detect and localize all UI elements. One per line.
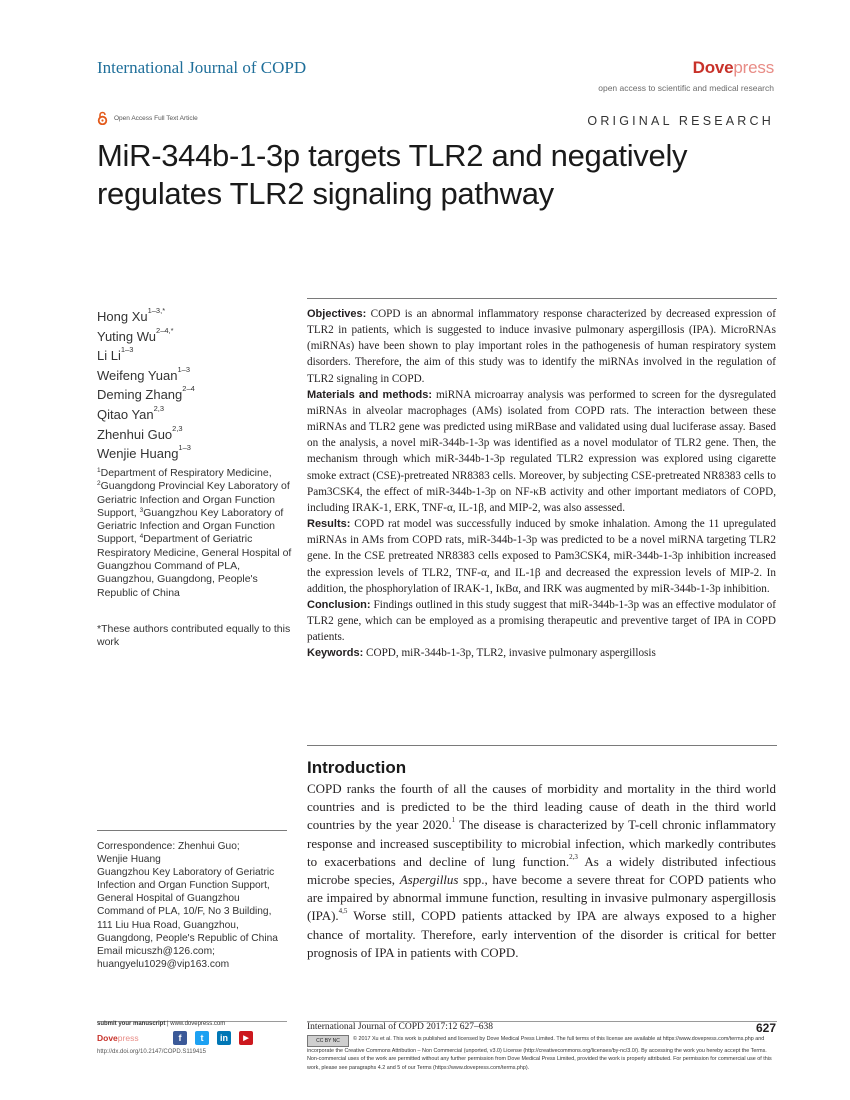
submit-manuscript-link[interactable]: submit your manuscript | www.dovepress.com — [97, 1021, 226, 1027]
reference-link[interactable]: 4,5 — [338, 907, 348, 916]
author[interactable]: Hong $Xu^{1-3,*}$ — [97, 306, 166, 324]
open-access-lock-icon — [97, 111, 108, 125]
correspondence-line: Guangzhou Key Laboratory of Geriatric — [97, 867, 275, 879]
author[interactable]: Deming Zhang$^{2-4}$ — [97, 384, 195, 403]
correspondence-line: 111 Liu Hua Road, Guangzhou, — [97, 919, 239, 931]
author[interactable]: Yuting $Wu^{2-4,*}$ — [97, 325, 174, 344]
linkedin-icon[interactable]: in — [217, 1031, 231, 1045]
publisher-tagline: open access to scientific and medical research — [598, 83, 774, 93]
equal-contribution-note: *These authors contributed equally to this work — [97, 623, 291, 649]
youtube-icon[interactable]: ▶ — [239, 1031, 253, 1045]
author-list — [97, 307, 292, 464]
reference-link[interactable]: 1 — [451, 816, 456, 825]
reference-link[interactable]: 2,3 — [569, 852, 578, 861]
abstract-keywords: Keywords: COPD, miR-344b-1-3p, TLR2, invasive pulmonary aspergillosis — [307, 647, 656, 660]
abstract — [307, 306, 776, 661]
abstract-methods: Materials and methods: miRNA microarray analysis was performed to screen for the dysregulated miRNAs in alveolar macrophages (AMs) isolated from COPD rats. The interaction between these miRNAs and TLR2 gene was predicted using miRBase and validated using dual luciferase assay. Based on the analysis, a novel miR-344b-1-3p was identified as a novel modulator of TLR2 gene. Then, the mechanism through which miR-344b-1-3p regulated TLR2 expression was explored using cigarette smoke extract (CSE)-pretreated NR8383 cells. Moreover, by subjecting CSE-pretreated NR8383 cells to Pam3CSK4, the effect of miR-344b-1-3p on NF-κB activity and other important mediators of COPD, including IRAK-1, ERK, TNF-α, IL-1β, and MIP-2, was also assessed. — [307, 388, 777, 514]
citation-line: International Journal of COPD 2017:12 627–638 — [307, 1022, 494, 1032]
correspondence-line: Command of PLA, 10/F, No 3 Building, — [97, 906, 272, 918]
correspondence-line: Correspondence: Zhenhui Guo; — [97, 841, 240, 852]
correspondence-divider — [97, 830, 287, 831]
creative-commons-badge[interactable]: CC BY NC — [307, 1035, 349, 1047]
author[interactable]: Qitao Yan$^{2,3}$ — [97, 403, 165, 422]
publisher-logo-bold: Dove — [692, 58, 734, 77]
introduction-paragraph: COPD ranks the fourth of all the causes of morbidity and mortality in the third world countries and is predicted to be the third leading cause of death in the third world countries by the year 2020.$^1$ The disease is characterized by T-cell chronic inflammatory response and increased susceptibility to microbial infection, which markedly contributes to exacerbations and decline of lung function.$^{2,3}$ As a widely distributed infectious microbe species, Aspergillus spp., have become a severe threat for COPD patients who are impaired by abnormal immune function, resulting in invasive pulmonary aspergillosis (IPA).$^{4,5}$ Worse still, COPD patients attacked by IPA are always exposed to a higher chance of mortality. Therefore, early intervention of the disorder is critical for better prognosis of IPA in patients with COPD. — [307, 781, 776, 960]
correspondence-block — [97, 840, 292, 971]
abstract-divider — [307, 298, 777, 299]
affiliations: $^1$Department of Respiratory Medicine, $^2$Guangdong Provincial Key Laboratory of Geriatric Infection and Organ Function Support, $^3$Guangzhou Key Laboratory of Geriatric Infection and Organ Function Support, $^4$Department of Geriatric Respiratory Medicine, General Hospital of Guangzhou Command of PLA, Guangzhou, Guangdong, People's Republic of China — [97, 467, 292, 599]
social-links — [173, 1031, 253, 1045]
correspondence-line: Guangdong, People's Republic of China — [97, 932, 278, 944]
open-access-label — [97, 111, 198, 125]
page-number: 627 — [755, 1021, 776, 1035]
article-title: MiR-344b-1-3p targets TLR2 and negatively regulates TLR2 signaling pathway — [97, 138, 688, 211]
introduction-divider — [307, 745, 777, 746]
license-text: CC BY NC © 2017 Xu et al. This work is published and licensed by Dove Medical Press Limited. The full terms of this license are available at https://www.dovepress.com/terms.php and incorporate the Creative Commons Attribution – Non Commercial (unported, v3.0) License (http://creativecommons.org/licenses/by-nc/3.0/). By accessing the work you hereby accept the Terms. Non-commercial uses of the work are permitted without any further permission from Dove Medical Press Limited, provided the work is properly attributed. For permission for commercial use of this work, please see paragraphs 4.2 and 5 of our Terms (https://www.dovepress.com/terms.php). — [307, 1036, 772, 1071]
doi-link[interactable]: http://dx.doi.org/10.2147/COPD.S119415 — [97, 1049, 206, 1055]
author[interactable]: Wenjie Huang$^{1-3}$ — [97, 443, 191, 462]
correspondence-email[interactable]: huangyelu1029@vip163.com — [97, 958, 230, 970]
facebook-icon[interactable]: f — [173, 1031, 187, 1045]
author[interactable]: Li Li$^{1-3}$ — [97, 345, 134, 364]
correspondence-line: General Hospital of Guangzhou — [97, 893, 240, 905]
abstract-objectives: Objectives: COPD is an abnormal inflammatory response characterized by decreased expression of TLR2 in patients, which is suggested to induce invasive pulmonary aspergillosis (IPA). MicroRNAs (miRNAs) have been shown to play important roles in the pathogenesis of human respiratory system disorders. Therefore, the aim of this study was to identify the miRNAs involved in the regulation of TLR2 signaling in COPD. — [307, 308, 777, 385]
article-type: ORIGINAL RESEARCH — [587, 114, 774, 128]
journal-name[interactable]: International Journal of COPD — [97, 58, 307, 77]
correspondence-line: Infection and Organ Function Support, — [97, 880, 270, 892]
footer-publisher-logo[interactable]: Dovepress — [97, 1033, 139, 1043]
author[interactable]: Weifeng Yuan$^{1-3}$ — [97, 364, 190, 383]
correspondence-line: Wenjie Huang — [97, 854, 161, 866]
correspondence-email[interactable]: Email micuszh@126.com; — [97, 945, 215, 957]
author[interactable]: Zhenhui Guo$^{2,3}$ — [97, 423, 183, 442]
abstract-results: Results: COPD rat model was successfully induced by smoke inhalation. Among the 11 upregulated miRNAs in AMs from COPD rats, miR-344b-1-3p was predicted to be a novel miRNA targeting TLR2 gene. In the CSE pretreated NR8383 cells exposed to Pam3CSK4, miR-344b-1-3p inhibition increased the expression levels of TLR2, TNF-α, and IL-1β and decreased the expression levels of MIP-2. In addition, the phosphorylation of IRAK-1, IκBα, and IRK was augmented by miR-344b-1-3p inhibition. — [307, 518, 776, 595]
twitter-icon[interactable]: t — [195, 1031, 209, 1045]
publisher-logo-light: press — [733, 58, 774, 77]
publisher-logo[interactable] — [693, 58, 774, 78]
abstract-conclusion: Conclusion: Findings outlined in this study suggest that miR-344b-1-3p was an effective modulator of TLR2 gene, which can be employed as a promising therapeutic and preventive target of IPA in COPD patients. — [307, 598, 776, 644]
open-access-text: Open Access Full Text Article — [114, 114, 198, 122]
introduction-heading: Introduction — [307, 758, 407, 777]
